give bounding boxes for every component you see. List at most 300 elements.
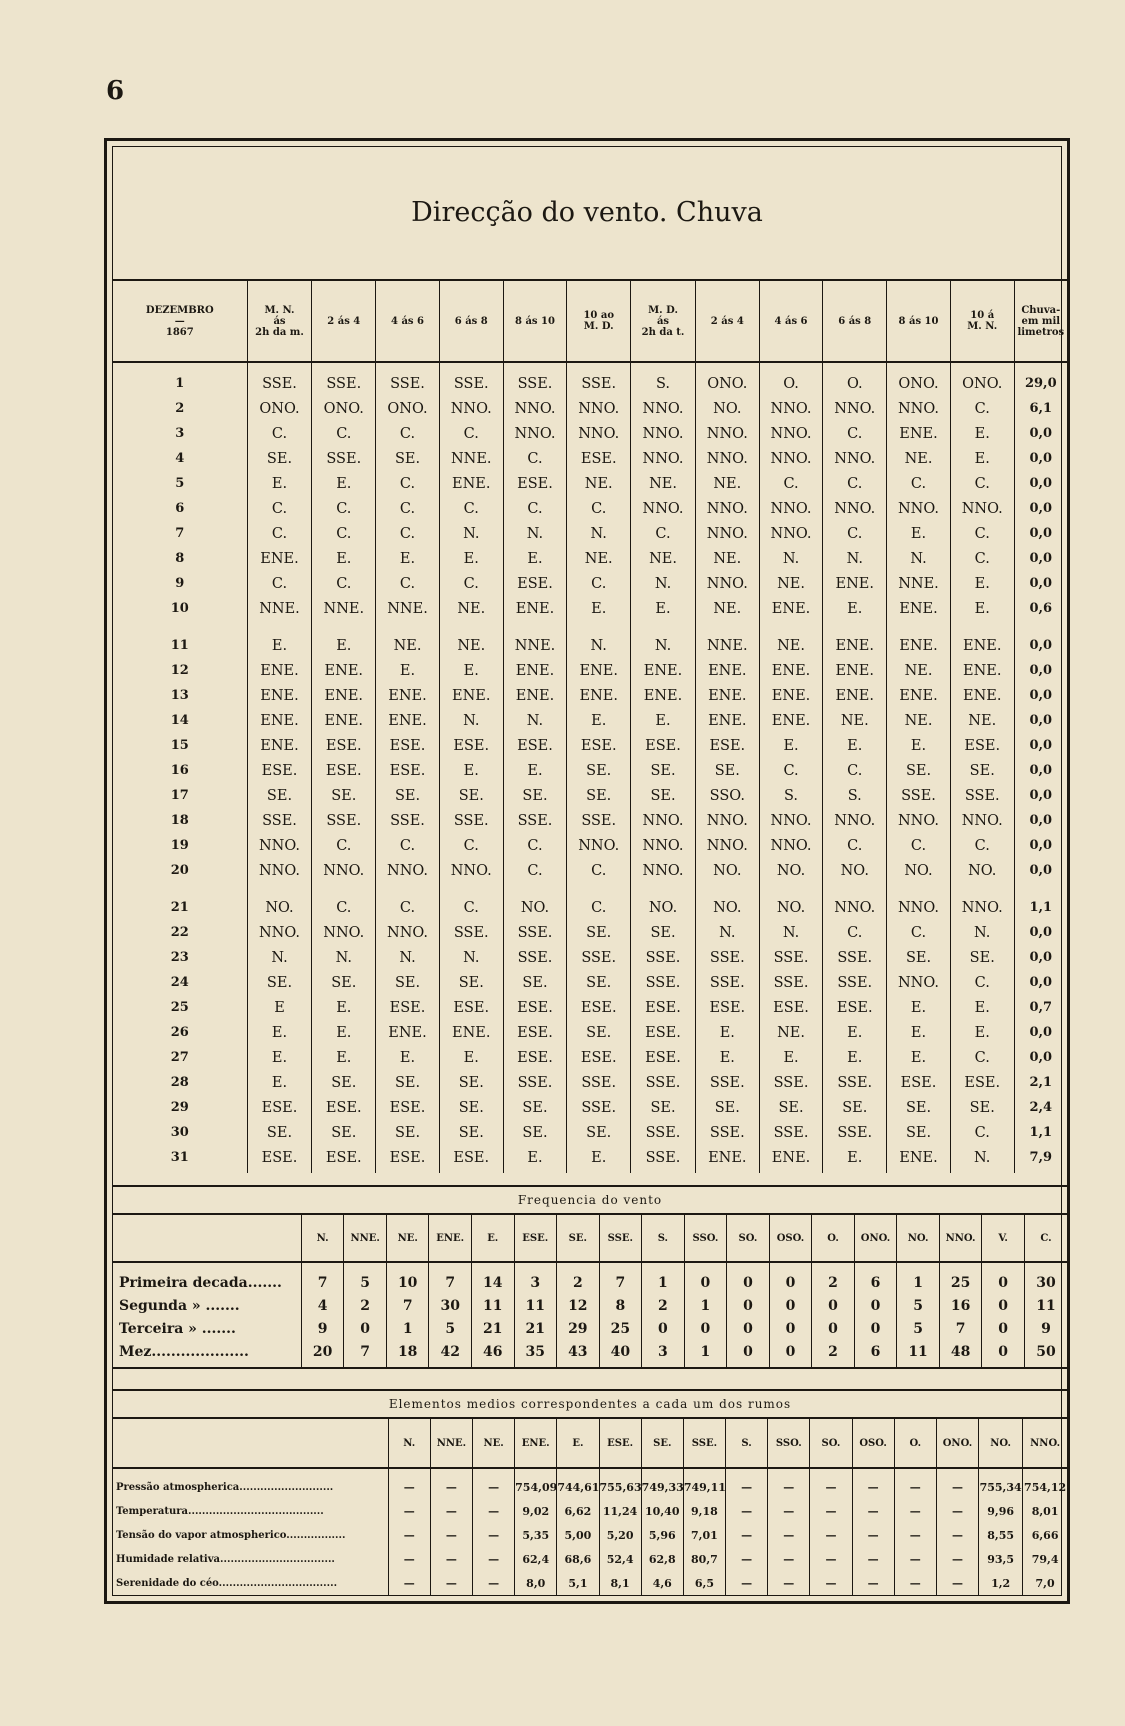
frequency-cell: 3 xyxy=(642,1340,685,1368)
element-cell: 6,5 xyxy=(683,1571,725,1595)
day-cell: 6 xyxy=(175,501,185,516)
day-cell: 21 xyxy=(170,900,189,915)
wind-cell: N. xyxy=(247,945,312,970)
wind-cell: E. xyxy=(950,571,1014,596)
wind-cell: NO. xyxy=(695,883,759,920)
wind-cell: E. xyxy=(887,995,951,1020)
wind-cell: ENE. xyxy=(759,1145,823,1173)
direction-header: NNE. xyxy=(430,1418,472,1468)
rain-cell: 0,0 xyxy=(1014,783,1067,808)
frequency-cell: 0 xyxy=(769,1317,812,1340)
wind-cell: SSE. xyxy=(567,945,631,970)
table-row xyxy=(113,1020,1067,1045)
rain-cell: 0,0 xyxy=(1014,970,1067,995)
wind-cell: C. xyxy=(312,883,376,920)
frequency-cell: 7 xyxy=(344,1340,387,1368)
element-cell: 8,0 xyxy=(515,1571,557,1595)
header-line: 6 ás 8 xyxy=(838,315,872,327)
wind-cell: NE. xyxy=(887,708,951,733)
rain-cell: 29,0 xyxy=(1014,362,1067,396)
element-cell: 7,01 xyxy=(683,1523,725,1547)
wind-cell: E. xyxy=(887,733,951,758)
wind-cell: ENE. xyxy=(887,621,951,658)
element-cell: 62,4 xyxy=(515,1547,557,1571)
wind-cell: SE. xyxy=(247,783,312,808)
wind-cell: SE. xyxy=(312,1070,376,1095)
element-cell: — xyxy=(472,1499,514,1523)
wind-cell: C. xyxy=(887,920,951,945)
frequency-cell: 6 xyxy=(854,1340,897,1368)
wind-cell: SSE. xyxy=(312,446,376,471)
wind-cell: ENE. xyxy=(247,708,312,733)
element-cell: — xyxy=(768,1468,810,1499)
rain-cell: 0,0 xyxy=(1014,421,1067,446)
table-row xyxy=(113,471,1067,496)
direction-header: NNO. xyxy=(939,1214,982,1262)
wind-cell: ENE. xyxy=(503,683,567,708)
time-column-header xyxy=(887,280,951,362)
wind-cell: SSE. xyxy=(695,1120,759,1145)
rain-cell: 7,9 xyxy=(1014,1145,1067,1173)
row-label: Pressão atmospherica........................... xyxy=(116,1481,334,1493)
element-cell: 749,33 xyxy=(641,1468,683,1499)
wind-cell: NNO. xyxy=(823,496,887,521)
rain-cell: 1,1 xyxy=(1014,883,1067,920)
wind-cell: NNO. xyxy=(695,808,759,833)
wind-cell: ENE. xyxy=(439,471,503,496)
element-cell: — xyxy=(936,1523,978,1547)
frequency-corner xyxy=(113,1214,301,1262)
wind-cell: NNO. xyxy=(759,833,823,858)
time-column-header xyxy=(823,280,887,362)
frequency-cell: 3 xyxy=(514,1262,557,1294)
wind-cell: E. xyxy=(312,1045,376,1070)
wind-cell: SE. xyxy=(439,1120,503,1145)
header-line: M. N. xyxy=(264,304,295,316)
frequency-cell: 35 xyxy=(514,1340,557,1368)
wind-cell: SE. xyxy=(376,1070,440,1095)
table-row xyxy=(113,970,1067,995)
direction-header: NE. xyxy=(472,1418,514,1468)
wind-cell: N. xyxy=(376,945,440,970)
wind-cell: E. xyxy=(247,1020,312,1045)
header-line: limetros xyxy=(1017,326,1065,338)
day-cell: 16 xyxy=(170,763,189,778)
wind-cell: SE. xyxy=(312,783,376,808)
wind-cell: NE. xyxy=(631,471,696,496)
wind-cell: ESE. xyxy=(247,758,312,783)
wind-cell: NO. xyxy=(503,883,567,920)
wind-cell: S. xyxy=(631,362,696,396)
wind-cell: ENE. xyxy=(695,683,759,708)
wind-cell: NNO. xyxy=(759,496,823,521)
header-line: 10 ao xyxy=(583,310,614,321)
direction-header: ENE. xyxy=(515,1418,557,1468)
wind-cell: NNO. xyxy=(759,396,823,421)
wind-cell: C. xyxy=(439,571,503,596)
frequency-cell: 0 xyxy=(982,1317,1025,1340)
element-cell: — xyxy=(810,1499,852,1523)
day-cell: 15 xyxy=(170,738,189,753)
frequency-cell: 5 xyxy=(344,1262,387,1294)
wind-cell: C. xyxy=(823,758,887,783)
frequency-cell: 18 xyxy=(386,1340,429,1368)
wind-cell: C. xyxy=(759,471,823,496)
wind-cell: NNO. xyxy=(439,396,503,421)
rain-cell: 0,7 xyxy=(1014,995,1067,1020)
wind-cell: SE. xyxy=(439,1070,503,1095)
time-column-header xyxy=(1014,280,1067,362)
frequency-cell: 1 xyxy=(897,1262,940,1294)
wind-cell: SE. xyxy=(567,970,631,995)
direction-header: SSE. xyxy=(683,1418,725,1468)
wind-cell: ENE. xyxy=(759,658,823,683)
wind-cell: ENE. xyxy=(376,1020,440,1045)
row-label: Serenidade do céo.................................. xyxy=(116,1577,338,1589)
table-row xyxy=(113,733,1067,758)
element-cell: 68,6 xyxy=(557,1547,599,1571)
wind-cell: C. xyxy=(567,858,631,883)
wind-cell: NNO. xyxy=(759,421,823,446)
wind-cell: NNO. xyxy=(695,421,759,446)
table-row xyxy=(113,683,1067,708)
wind-cell: SE. xyxy=(631,783,696,808)
element-cell: 11,24 xyxy=(599,1499,641,1523)
day-cell: 11 xyxy=(170,638,189,653)
wind-cell: SSE. xyxy=(503,945,567,970)
wind-cell: C. xyxy=(759,758,823,783)
direction-header: SO. xyxy=(727,1214,770,1262)
table-row xyxy=(113,858,1067,883)
wind-cell: SSE. xyxy=(759,945,823,970)
element-cell: 5,00 xyxy=(557,1523,599,1547)
wind-cell: ENE. xyxy=(376,708,440,733)
element-cell: 7,0 xyxy=(1023,1571,1067,1595)
table-row xyxy=(113,758,1067,783)
wind-cell: ESE. xyxy=(503,1020,567,1045)
header-line: 4 ás 6 xyxy=(391,315,425,327)
wind-cell: ENE. xyxy=(695,1145,759,1173)
wind-cell: NE. xyxy=(759,1020,823,1045)
element-cell: 80,7 xyxy=(683,1547,725,1571)
wind-cell: NNO. xyxy=(950,496,1014,521)
direction-header: ENE. xyxy=(429,1214,472,1262)
rain-cell: 0,0 xyxy=(1014,758,1067,783)
wind-cell: SSE. xyxy=(631,1120,696,1145)
element-cell: — xyxy=(472,1571,514,1595)
table-row xyxy=(113,658,1067,683)
element-cell: — xyxy=(852,1499,894,1523)
frequency-cell: 25 xyxy=(939,1262,982,1294)
wind-cell: E. xyxy=(631,596,696,621)
wind-cell: C. xyxy=(950,396,1014,421)
frequency-cell: 30 xyxy=(429,1294,472,1317)
frequency-cell: 11 xyxy=(471,1294,514,1317)
wind-cell: C. xyxy=(312,521,376,546)
element-cell: — xyxy=(936,1571,978,1595)
wind-cell: E. xyxy=(823,1045,887,1070)
wind-cell: NNE. xyxy=(312,596,376,621)
wind-cell: SE. xyxy=(695,1095,759,1120)
wind-cell: SSE. xyxy=(503,920,567,945)
table-row xyxy=(113,783,1067,808)
wind-cell: NO. xyxy=(950,858,1014,883)
wind-cell: NNE. xyxy=(439,446,503,471)
wind-cell: SE. xyxy=(823,1095,887,1120)
wind-cell: SSE. xyxy=(631,1070,696,1095)
wind-cell: ENE. xyxy=(759,596,823,621)
wind-cell: E. xyxy=(439,1045,503,1070)
direction-header: ONO. xyxy=(936,1418,978,1468)
table-row xyxy=(113,621,1067,658)
wind-cell: SSE. xyxy=(439,920,503,945)
day-cell: 5 xyxy=(175,476,185,491)
wind-cell: ESE. xyxy=(503,571,567,596)
frequency-cell: 0 xyxy=(812,1317,855,1340)
wind-cell: SE. xyxy=(503,783,567,808)
frequency-cell: 11 xyxy=(1024,1294,1067,1317)
wind-cell: NO. xyxy=(695,396,759,421)
wind-cell: NNO. xyxy=(312,858,376,883)
wind-cell: NE. xyxy=(695,596,759,621)
table-row xyxy=(113,1045,1067,1070)
wind-cell: NE. xyxy=(887,446,951,471)
wind-cell: NE. xyxy=(376,621,440,658)
wind-cell: SE. xyxy=(376,1120,440,1145)
element-cell: — xyxy=(388,1499,430,1523)
wind-cell: SSE. xyxy=(823,970,887,995)
wind-cell: NE. xyxy=(439,621,503,658)
table-row xyxy=(113,1571,1067,1595)
rain-cell: 6,1 xyxy=(1014,396,1067,421)
wind-cell: N. xyxy=(631,621,696,658)
wind-cell: C. xyxy=(950,970,1014,995)
wind-cell: SSE. xyxy=(312,362,376,396)
table-row xyxy=(113,421,1067,446)
wind-cell: C. xyxy=(376,833,440,858)
row-label: Humidade relativa................................. xyxy=(116,1553,335,1565)
direction-header: NNE. xyxy=(344,1214,387,1262)
wind-cell: C. xyxy=(439,496,503,521)
wind-cell: NO. xyxy=(759,858,823,883)
wind-cell: C. xyxy=(376,421,440,446)
wind-cell: NE. xyxy=(631,546,696,571)
wind-cell: SSE. xyxy=(950,783,1014,808)
wind-cell: ESE. xyxy=(503,1045,567,1070)
frequency-cell: 0 xyxy=(812,1294,855,1317)
frequency-cell: 0 xyxy=(769,1294,812,1317)
header-line: ás xyxy=(273,315,286,327)
element-cell: — xyxy=(810,1523,852,1547)
rain-cell: 0,0 xyxy=(1014,546,1067,571)
direction-header: SE. xyxy=(557,1214,600,1262)
header-line: M. D. xyxy=(648,304,678,316)
wind-cell: SSE. xyxy=(376,808,440,833)
element-cell: — xyxy=(430,1523,472,1547)
direction-header: NO. xyxy=(897,1214,940,1262)
element-cell: — xyxy=(936,1547,978,1571)
element-cell: — xyxy=(894,1571,936,1595)
wind-cell: E. xyxy=(887,521,951,546)
wind-cell: NNO. xyxy=(887,396,951,421)
direction-header: ESE. xyxy=(514,1214,557,1262)
wind-cell: N. xyxy=(695,920,759,945)
wind-cell: SSE. xyxy=(439,808,503,833)
wind-cell: ENE. xyxy=(247,683,312,708)
element-cell: — xyxy=(472,1523,514,1547)
element-cell: 5,35 xyxy=(515,1523,557,1547)
element-cell: 5,96 xyxy=(641,1523,683,1547)
wind-cell: NNO. xyxy=(631,858,696,883)
wind-cell: NNE. xyxy=(503,621,567,658)
wind-cell: C. xyxy=(247,421,312,446)
header-line: 4 ás 6 xyxy=(774,315,808,327)
element-cell: 8,1 xyxy=(599,1571,641,1595)
table-row xyxy=(113,1499,1067,1523)
element-cell: — xyxy=(894,1499,936,1523)
wind-cell: ONO. xyxy=(312,396,376,421)
wind-cell: N. xyxy=(439,521,503,546)
frequency-table xyxy=(113,1213,1067,1369)
day-cell: 14 xyxy=(170,713,189,728)
wind-cell: NNO. xyxy=(503,396,567,421)
wind-cell: NNO. xyxy=(503,421,567,446)
wind-cell: ONO. xyxy=(376,396,440,421)
element-cell: — xyxy=(768,1571,810,1595)
table-row xyxy=(113,995,1067,1020)
element-cell: — xyxy=(472,1547,514,1571)
rain-cell: 0,0 xyxy=(1014,708,1067,733)
element-cell: 755,63 xyxy=(599,1468,641,1499)
wind-cell: E. xyxy=(439,758,503,783)
wind-cell: ENE. xyxy=(887,1145,951,1173)
frequency-cell: 0 xyxy=(727,1317,770,1340)
rain-cell: 2,1 xyxy=(1014,1070,1067,1095)
month-header xyxy=(113,280,247,362)
month-label: DEZEMBRO xyxy=(145,304,214,316)
wind-cell: NNO. xyxy=(695,833,759,858)
wind-cell: E. xyxy=(247,621,312,658)
direction-header: ONO. xyxy=(854,1214,897,1262)
wind-cell: ESE. xyxy=(631,1045,696,1070)
wind-cell: NE. xyxy=(887,658,951,683)
direction-header: SO. xyxy=(810,1418,852,1468)
wind-cell: SSE. xyxy=(823,1070,887,1095)
wind-cell: SE. xyxy=(567,920,631,945)
element-cell: — xyxy=(852,1547,894,1571)
wind-cell: ESE. xyxy=(376,1095,440,1120)
day-cell: 28 xyxy=(170,1075,189,1090)
wind-cell: N. xyxy=(567,521,631,546)
element-cell: — xyxy=(430,1571,472,1595)
wind-cell: SE. xyxy=(312,1120,376,1145)
table-row xyxy=(113,446,1067,471)
wind-cell: C. xyxy=(567,496,631,521)
wind-cell: N. xyxy=(950,1145,1014,1173)
wind-cell: NNO. xyxy=(759,446,823,471)
element-cell: 755,34 xyxy=(979,1468,1023,1499)
rain-cell: 0,0 xyxy=(1014,920,1067,945)
element-cell: 5,20 xyxy=(599,1523,641,1547)
element-cell: — xyxy=(726,1499,768,1523)
direction-header: SSE. xyxy=(599,1214,642,1262)
wind-cell: SE. xyxy=(759,1095,823,1120)
table-row xyxy=(113,1468,1067,1499)
frequency-cell: 4 xyxy=(301,1294,344,1317)
frequency-cell: 0 xyxy=(344,1317,387,1340)
wind-cell: C. xyxy=(887,471,951,496)
wind-cell: SE. xyxy=(887,1095,951,1120)
frequency-cell: 10 xyxy=(386,1262,429,1294)
wind-cell: C. xyxy=(503,833,567,858)
wind-cell: N. xyxy=(439,945,503,970)
wind-cell: NNO. xyxy=(695,496,759,521)
wind-cell: C. xyxy=(950,1045,1014,1070)
wind-cell: E. xyxy=(312,471,376,496)
wind-cell: SSE. xyxy=(823,945,887,970)
wind-cell: NNO. xyxy=(887,883,951,920)
wind-cell: E. xyxy=(823,1020,887,1045)
wind-cell: SE. xyxy=(950,758,1014,783)
wind-cell: NNO. xyxy=(631,446,696,471)
element-cell: 6,62 xyxy=(557,1499,599,1523)
wind-cell: NNE. xyxy=(376,596,440,621)
wind-cell: SE. xyxy=(439,1095,503,1120)
wind-cell: E. xyxy=(887,1045,951,1070)
element-cell: — xyxy=(388,1547,430,1571)
element-cell: 8,01 xyxy=(1023,1499,1067,1523)
element-cell: 8,55 xyxy=(979,1523,1023,1547)
element-cell: — xyxy=(388,1571,430,1595)
wind-cell: C. xyxy=(376,883,440,920)
element-cell: 4,6 xyxy=(641,1571,683,1595)
row-label: Primeira decada....... xyxy=(119,1274,282,1291)
wind-cell: C. xyxy=(567,883,631,920)
wind-cell: N. xyxy=(312,945,376,970)
wind-cell: ENE. xyxy=(759,708,823,733)
time-column-header xyxy=(312,280,376,362)
wind-cell: C. xyxy=(631,521,696,546)
wind-cell: ESE. xyxy=(567,446,631,471)
frequency-cell: 0 xyxy=(684,1317,727,1340)
table-row xyxy=(113,1120,1067,1145)
element-cell: — xyxy=(810,1468,852,1499)
element-cell: 6,66 xyxy=(1023,1523,1067,1547)
wind-cell: ENE. xyxy=(823,571,887,596)
wind-cell: E. xyxy=(950,1020,1014,1045)
wind-cell: NE. xyxy=(439,596,503,621)
wind-cell: NNO. xyxy=(631,396,696,421)
wind-cell: N. xyxy=(823,546,887,571)
wind-cell: ENE. xyxy=(312,708,376,733)
wind-cell: C. xyxy=(503,858,567,883)
wind-cell: N. xyxy=(759,546,823,571)
wind-cell: ENE. xyxy=(950,683,1014,708)
frequency-cell: 0 xyxy=(769,1262,812,1294)
frequency-cell: 2 xyxy=(812,1262,855,1294)
frequency-cell: 0 xyxy=(727,1340,770,1368)
wind-cell: E. xyxy=(950,446,1014,471)
wind-cell: NNO. xyxy=(567,396,631,421)
wind-cell: NNO. xyxy=(247,833,312,858)
wind-cell: E. xyxy=(439,546,503,571)
element-cell: — xyxy=(894,1468,936,1499)
wind-cell: E. xyxy=(695,1020,759,1045)
wind-cell: SSE. xyxy=(759,970,823,995)
elements-heading: Elementos medios correspondentes a cada um dos rumos xyxy=(113,1389,1067,1411)
frequency-cell: 0 xyxy=(727,1262,770,1294)
table-frame xyxy=(104,138,1070,1604)
